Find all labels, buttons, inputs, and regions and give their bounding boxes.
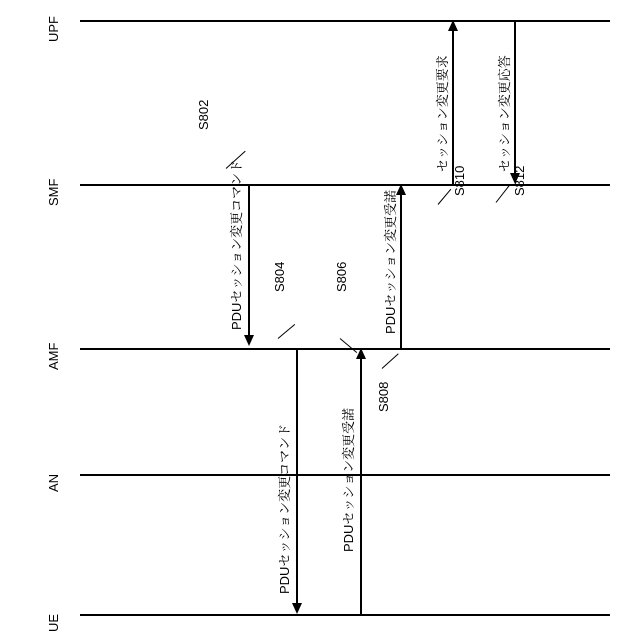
message-line-s802 [248, 184, 250, 336]
message-label-s802: PDUセッション変更コマンド [229, 159, 244, 330]
lane-line-ue [80, 614, 610, 616]
arrow-head-s810 [448, 20, 458, 31]
step-label-s808: S808 [376, 381, 391, 412]
lane-line-upf [80, 20, 610, 22]
arrow-head-s804 [292, 603, 302, 614]
message-label-s806: PDUセッション変更受諾 [341, 407, 356, 552]
lane-label-smf: SMF [46, 178, 61, 206]
lane-label-ue: UE [46, 613, 61, 632]
leader-s812 [496, 185, 510, 203]
leader-s810 [438, 189, 452, 205]
leader-s808 [382, 353, 399, 368]
message-label-s804: PDUセッション変更コマンド [277, 423, 292, 594]
lane-label-amf: AMF [46, 342, 61, 370]
arrow-head-s806 [356, 348, 366, 359]
arrow-head-s802 [244, 335, 254, 346]
message-line-s808 [400, 194, 402, 348]
lane-line-smf [80, 184, 610, 186]
lane-label-upf: UPF [46, 16, 61, 42]
lane-label-an: AN [46, 473, 61, 492]
message-line-s812 [514, 20, 516, 174]
message-label-s812: セッション変更応答 [497, 55, 512, 172]
step-label-s804: S804 [272, 261, 287, 292]
message-line-s804 [296, 348, 298, 604]
message-label-s808: PDUセッション変更受諾 [383, 189, 398, 334]
step-label-s810: S810 [452, 165, 467, 196]
step-label-s812: S812 [512, 165, 527, 196]
message-line-s810 [452, 30, 454, 184]
lane-line-amf [80, 348, 610, 350]
step-label-s806: S806 [334, 261, 349, 292]
step-label-s802: S802 [196, 99, 211, 130]
leader-s804 [278, 324, 295, 339]
message-line-s806 [360, 358, 362, 614]
message-label-s810: セッション変更要求 [435, 55, 450, 172]
leader-s806 [340, 338, 357, 353]
